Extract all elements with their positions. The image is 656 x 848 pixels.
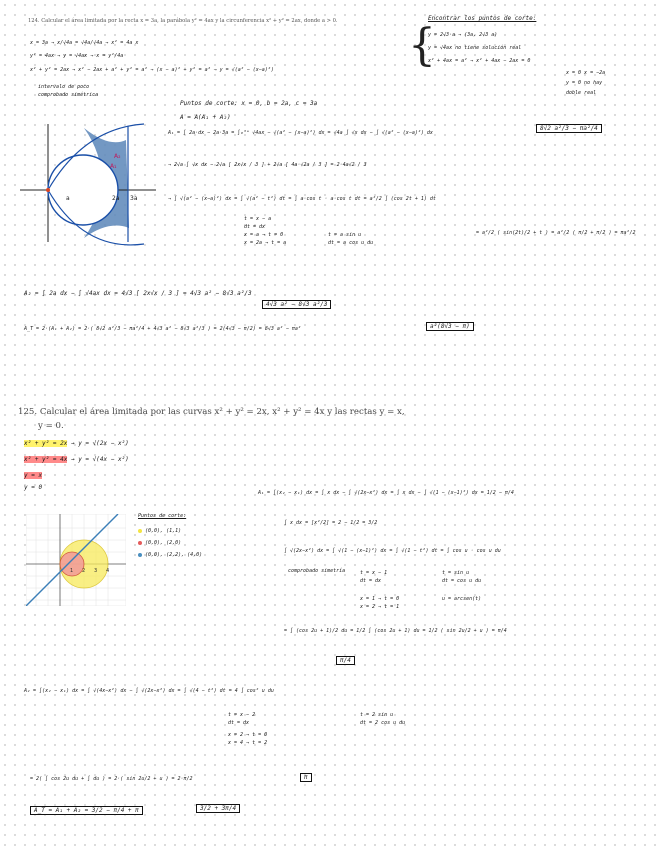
p124-sub-5: t = a sin u — [328, 232, 362, 238]
p124-formula-4: = a²/2 ( sin(2t)/2 + t ) = a²/2 ( π/2 + π/2 ) = πa²/2 — [476, 230, 636, 236]
p125-a2-sub-1: t = x − 2 — [228, 712, 256, 718]
p125-sub-4: x = 1 → t = 0 — [360, 596, 400, 602]
p124-label-2a: 2a — [112, 195, 120, 202]
p124-cut-points-title: Encontrar los puntos de corte: — [428, 15, 537, 22]
p125-cut-3: (0,0), (2,2), (4,0) — [138, 552, 202, 558]
problem-125-statement — [18, 405, 418, 433]
p125-int-1: ∫ x dx = [x²/2] = 2 − 1/2 = 3/2 — [284, 520, 378, 526]
p124-sub-2: dt = dx — [244, 224, 266, 230]
p125-eq-1-result: → y = √(2x − x²) — [70, 440, 129, 447]
p124-label-3a: 3a — [130, 195, 138, 202]
p125-sub-6: t = sin u — [442, 570, 470, 576]
p124-circle — [48, 155, 118, 225]
p124-cut-side-3: doble real — [566, 90, 597, 96]
p125-legend-blue — [138, 553, 142, 557]
p125-sub-8: u = arcsen(t) — [442, 596, 482, 602]
p124-region-a1: A₁ — [110, 163, 117, 170]
p125-legend-red — [138, 541, 142, 545]
p125-half-result: π/4 — [336, 656, 355, 665]
p125-tick-2: 2 — [82, 568, 86, 574]
p124-note-simetria: comprobado simétrica — [38, 92, 99, 98]
p124-boxed-1: 8√2 a²/3 − πa²/4 — [536, 124, 602, 133]
p124-a2-result: 4√3 a² − 8√3 a²/3 — [262, 300, 331, 309]
p125-figure — [26, 514, 126, 606]
p124-eq-line-3: x² + y² = 2ax → x² − 2ax + a² + y² = a² → (x − a)² + y² = a² → y = √(a² − (x−a)²) — [30, 67, 274, 73]
p124-cut-side-1: x = 0 x = −2a — [566, 70, 606, 76]
p125-a2-result: π — [300, 773, 312, 782]
p125-title-line-2: y = 0. — [38, 421, 64, 431]
p125-a2-sub-2: dt = dx — [228, 720, 250, 726]
p124-sub-3: x = a → t = 0 — [244, 232, 284, 238]
p124-limits: Puntos de corte: x = 0, b = 2a, c = 3a — [180, 100, 318, 107]
p125-sub-7: dt = cos u du — [442, 578, 482, 584]
p125-eq-2 — [24, 456, 129, 463]
p125-a2-final-line: = 2( ∫ cos 2u du + ∫ du ) = 2·( sin 2u/2 + u ) = 2·π/2 — [30, 776, 193, 782]
p124-note-intervalo: intervalo de poco — [38, 84, 90, 90]
p125-tick-1: 1 — [70, 568, 74, 574]
p124-brace: { — [408, 20, 436, 71]
p124-eq-line-2: y² = 4ax → y = √4ax → x = y²/4a — [30, 53, 124, 59]
p125-sub-2: t = x − 1 — [360, 570, 388, 576]
p124-eq-line-1: x = 3a → x/√4a = √4a/√4a → x² = 4a x — [30, 40, 139, 46]
p125-total-line: A_T = A₁ + A₂ = 3/2 − π/4 + π — [30, 806, 143, 815]
p124-cut-line-3: x² + 4ax = a² → x² + 4ax − 2ax = 0 — [428, 58, 531, 64]
p125-tick-4: 4 — [106, 568, 110, 574]
p125-a2-sub-4: x = 4 → t = 2 — [228, 740, 268, 746]
p124-sub-6: dt = a cos u du — [328, 240, 374, 246]
p125-int-2: ∫ √(2x−x²) dx = ∫ √(1 − (x−1)²) dx = ∫ √(1 − t²) dt = ∫ cos u · cos u du — [284, 548, 501, 554]
p124-total-result: a²(8√3 − π) — [426, 322, 474, 331]
p125-cut-title: Puntos de corte: — [138, 513, 187, 519]
p125-eq-2-text: x² + y² = 4x — [24, 456, 68, 463]
p125-legend-yellow — [138, 529, 142, 533]
p124-cut-side-2: y = 0 no hay — [566, 80, 603, 86]
p125-sub-5: x = 2 → t = 1 — [360, 604, 400, 610]
p125-int-3: = ∫ (cos 2u + 1)/2 du = 1/2 ∫ (cos 2u + 1) du = 1/2 ( sin 2u/2 + u ) = π/4 — [284, 628, 507, 634]
p125-sub-1: comprobado simetría — [288, 568, 346, 574]
p125-a1-line: A₁ = ∫(x₂ − x₁) dx = ∫ x dx − ∫ √(2x−x²) dx = ∫ x dx − ∫ √(1 − (x−1)²) dx = 1/2 − π/4 — [258, 490, 514, 496]
p125-cut-2: (0,0), (2,0) — [138, 540, 181, 546]
p124-label-a: a — [66, 195, 70, 202]
problem-124-statement: 124. Calcular el área limitada por la recta x = 3a, la parábola y² = 4ax y la circunferencia x² + y² = 2ax, donde a > 0. — [28, 18, 338, 24]
p124-a2-line: A₂ = ∫ 2a dx − ∫ √4ax dx = 4√3 [ 2x√x / 3 ] = 4√3 a² − 8√3 a²/3 — [24, 290, 252, 297]
p124-region-a2: A₂ — [114, 153, 121, 160]
p125-tick-3: 3 — [94, 568, 98, 574]
p125-a2-sub-3: x = 2 → t = 0 — [228, 732, 268, 738]
p124-cut-line-1: y = 2√3·a → (3a, 2√3 a) — [428, 32, 498, 38]
p125-eq-3-text: y = x — [24, 472, 43, 479]
p125-title-line-1: 125. Calcular el área limitada por las curvas x² + y² = 2x, x² + y² = 4x y las rectas y = x, — [18, 407, 405, 417]
p125-eq-1-text: x² + y² = 2x — [24, 440, 68, 447]
p125-a2-line: A₂ = ∫(x₂ − x₁) dx = ∫ √(4x−x²) dx − ∫ √(2x−x²) dx = ∫ √(4 − t²) dt = 4 ∫ cos² u du — [24, 688, 274, 694]
p124-formula-3: → ∫ √(a² − (x−a)²) dx = ∫ √(a² − t²) dt = ∫ a·cos t · a·cos t dt = a²/2 ∫ (cos 2t + 1) dt — [168, 196, 436, 202]
p124-formula-1: A₁ = ∫ 2a·dx − 2a·3a = ∫₀³ᵃ √4ax − √(a² − (x−a)²) dx = √4a ∫ √x dx − ∫ √(a² − (x−a)²) dx — [168, 130, 433, 136]
p124-total-line: A_T = 2·(A₁ + A₂) = 2·( 8√2 a²/3 − πa²/4 + 4√3 a² − 8√3 a²/3 ) = 2(4√3 − π/2) = 8√3 a² − πa² — [24, 326, 301, 332]
p124-origin-point — [46, 188, 50, 192]
p124-sub-1: t = x − a — [244, 216, 272, 222]
p125-eq-3 — [24, 472, 42, 479]
p125-a2-sub-5: t = 2 sin u — [360, 712, 394, 718]
p124-figure — [14, 118, 164, 248]
p124-cut-line-2: y = √4ax no tiene solución real — [428, 45, 522, 51]
p125-sub-3: dt = dx — [360, 578, 382, 584]
p124-area-def: A = A(A₁ + A₂) — [180, 114, 231, 121]
p125-eq-4 — [24, 484, 42, 491]
p125-cut-1: (0,0), (1,1) — [138, 528, 181, 534]
p124-formula-2: → 2√a ∫ √x dx − 2√a [ 2x√x / 3 ] + 2√a [ 4a·√2a / 3 ] = 2·4a√2 / 3 — [168, 162, 367, 168]
p125-eq-4-text: y = 0 — [24, 484, 43, 491]
p125-total-result: 3/2 + 3π/4 — [196, 804, 240, 813]
p125-eq-1 — [24, 440, 129, 447]
p124-sub-4: x = 2a → t = a — [244, 240, 287, 246]
p125-eq-2-result: → y = √(4x − x²) — [70, 456, 129, 463]
p125-a2-sub-6: dt = 2 cos u du — [360, 720, 406, 726]
